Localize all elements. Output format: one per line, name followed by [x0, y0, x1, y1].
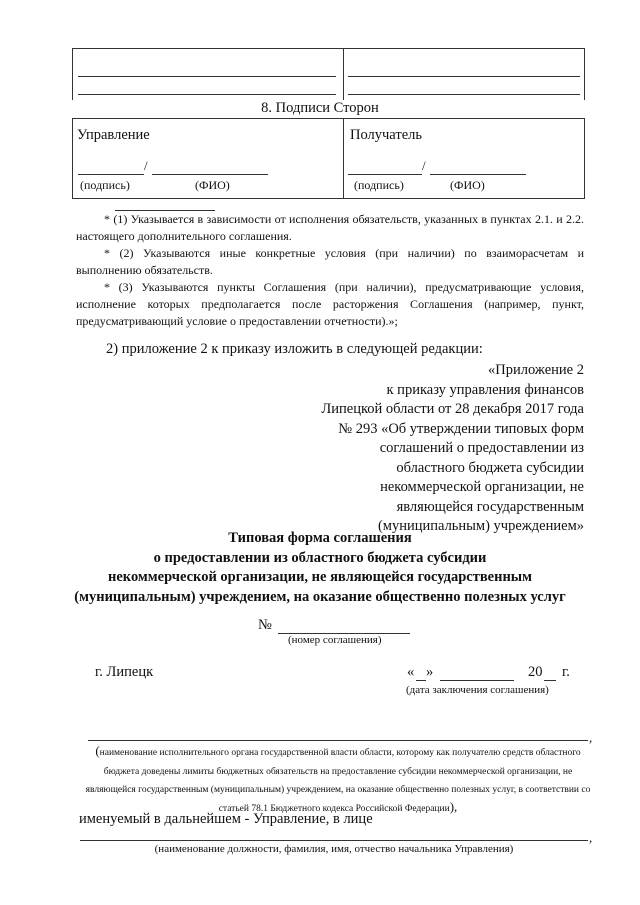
sign-table-middle: [343, 118, 344, 199]
appendix-line: к приказу управления финансов: [386, 381, 584, 398]
appendix-line: соглашений о предоставлении из: [379, 440, 584, 456]
organization-line-comma: ,: [589, 730, 593, 745]
left-fio-line: [152, 174, 268, 175]
city: г. Липецк: [95, 664, 154, 680]
head-name-field[interactable]: [80, 840, 588, 841]
footnote-3: * (3) Указываются пункты Соглашения (при наличии), предусматривающие условия, исполнение которых предполагается после расторжения Соглашения (например, пункт, предусматривающий условие о предоставлении отчетности).»;: [76, 280, 584, 328]
form-title-line: Типовая форма соглашения: [228, 530, 412, 546]
sign-table-right: [584, 118, 585, 199]
date-day-field[interactable]: [416, 680, 426, 681]
head-line-comma: ,: [589, 830, 593, 845]
date-caption: (дата заключения соглашения): [406, 684, 549, 696]
appendix-line: являющейся государственным: [396, 498, 584, 515]
organization-name-field[interactable]: [88, 740, 588, 741]
top-left-blank-line-2: [78, 94, 336, 95]
organization-caption: [84, 743, 592, 817]
appendix-line: Липецкой области от 28 декабря 2017 года: [321, 401, 584, 417]
top-table-left-border: [72, 48, 73, 100]
right-fio-line: [430, 174, 526, 175]
date-year-field[interactable]: [544, 680, 556, 681]
form-title-line: (муниципальным) учреждением, на оказание общественно полезных услуг: [74, 588, 566, 605]
date-month-field[interactable]: [440, 680, 514, 681]
left-signature-caption: (подпись): [80, 178, 130, 192]
sign-table-left: [72, 118, 73, 199]
referred-as-text: именуемый в дальнейшем - Управление, в лице: [79, 811, 373, 827]
appendix-block: [300, 361, 584, 537]
date-year-prefix: 20: [528, 664, 543, 680]
top-right-blank-line-1: [348, 76, 580, 77]
form-title-line: о предоставлении из областного бюджета субсидии: [153, 549, 487, 566]
top-right-blank-line-2: [348, 94, 580, 95]
head-caption: (наименование должности, фамилия, имя, отчество начальника Управления): [154, 843, 514, 855]
date-open-quote: «: [407, 664, 415, 680]
number-caption: (номер соглашения): [288, 634, 382, 646]
form-title-line: некоммерческой организации, не являющейся государственным: [107, 569, 533, 585]
left-signature-line: [78, 174, 144, 175]
number-sign: №: [258, 617, 272, 633]
left-fio-caption: (ФИО): [195, 178, 230, 192]
right-slash: /: [422, 158, 426, 173]
appendix-line: некоммерческой организации, не: [380, 479, 584, 495]
top-table-border-top: [72, 48, 584, 49]
appendix-line: «Приложение 2: [488, 362, 584, 378]
top-table-middle-border: [343, 48, 344, 100]
appendix-line: (муниципальным) учреждением»: [377, 518, 584, 534]
left-party-name: Управление: [77, 127, 150, 143]
date-year-suffix: г.: [562, 664, 570, 680]
sign-table-bottom: [72, 198, 584, 199]
right-signature-caption: (подпись): [354, 178, 404, 192]
footnote-2: * (2) Указываются иные конкретные условия (при наличии) по взаиморасчетам и выполнению обязательств.: [76, 246, 584, 277]
sign-table-top: [72, 118, 584, 119]
top-left-blank-line-1: [78, 76, 336, 77]
appendix-line: областного бюджета субсидии: [396, 459, 584, 476]
form-title: [40, 529, 600, 607]
date-close-quote: »: [426, 664, 434, 680]
footnote-1: * (1) Указывается в зависимости от исполнения обязательств, указанных в пунктах 2.1. и 2.2. настоящего дополнительного соглашения.: [76, 212, 584, 243]
caption-close-paren: ),: [449, 798, 458, 814]
right-fio-caption: (ФИО): [450, 178, 485, 192]
right-signature-line: [348, 174, 422, 175]
instruction-text: 2) приложение 2 к приказу изложить в следующей редакции:: [106, 341, 483, 357]
left-slash: /: [144, 158, 148, 173]
organization-caption-text: наименование исполнительного органа государственной власти области, которому как получателю средств областного бюджета доведены лимиты бюджетных обязательств на предоставление субсидии некоммерческой организации, не являющейся государственным (муниципальным) учреждением, на оказание общественно полезных услуг, в соответствии со статьей 78.1 Бюджетного кодекса Российской Федерации: [85, 748, 591, 814]
section-title: 8. Подписи Сторон: [261, 100, 379, 116]
caption-open-paren: (: [95, 743, 100, 758]
appendix-line: № 293 «Об утверждении типовых форм: [338, 420, 584, 437]
right-party-name: Получатель: [350, 127, 422, 143]
top-table-right-border: [584, 48, 585, 100]
